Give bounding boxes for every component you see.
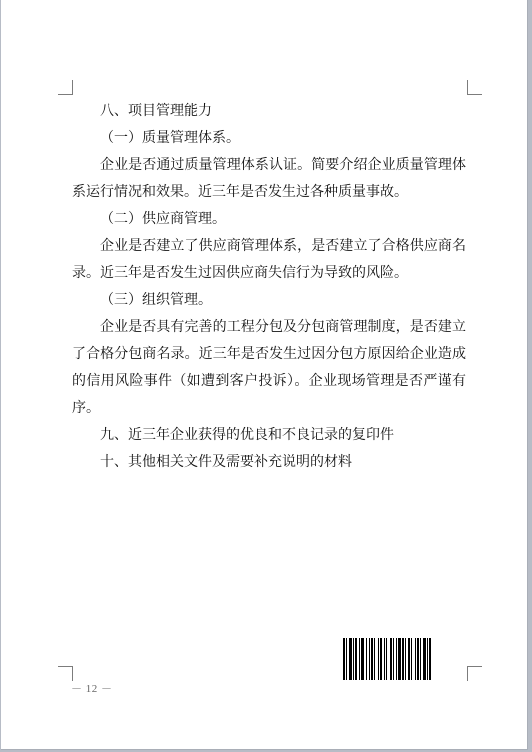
barcode-bar — [359, 638, 360, 680]
barcode-bar — [393, 638, 394, 680]
barcode-bar — [396, 638, 397, 680]
crop-mark-top-left — [58, 80, 73, 95]
barcode-bar — [411, 638, 412, 680]
barcode-bar — [398, 638, 401, 680]
barcode-bar — [371, 638, 373, 680]
paragraph-quality-management: 企业是否通过质量管理体系认证。简要介绍企业质量管理体系运行情况和效果。近三年是否发生过各种质量事故。 — [72, 157, 466, 200]
document-page — [1, 0, 528, 750]
barcode-bar — [369, 638, 370, 680]
barcode-bar — [349, 638, 352, 680]
paragraph-supplier-management: 企业是否建立了供应商管理体系，是否建立了合格供应商名录。近三年是否发生过因供应商失信行为导致的风险。 — [72, 238, 466, 281]
section-heading-records: 九、近三年企业获得的优良和不良记录的复印件 — [100, 427, 394, 443]
barcode-bar — [417, 638, 419, 680]
barcode-bar — [386, 638, 387, 680]
subheading-supplier-management: （二）供应商管理。 — [100, 211, 226, 227]
crop-mark-bottom-right — [467, 666, 482, 681]
barcode-icon — [342, 637, 466, 681]
barcode-bar — [423, 638, 426, 680]
barcode-bar — [380, 638, 382, 680]
page-number: － 12 － — [71, 683, 113, 695]
barcode-bar — [427, 638, 428, 680]
barcode-bar — [390, 638, 392, 680]
barcode-bar — [374, 638, 375, 680]
section-heading-project-management: 八、项目管理能力 — [100, 103, 212, 119]
paragraph-organization-management: 企业是否具有完善的工程分包及分包商管理制度，是否建立了合格分包商名录。近三年是否发生过因分包方原因给企业造成的信用风险事件（如遭到客户投诉）。企业现场管理是否严谨有序。 — [72, 319, 466, 416]
barcode-bar — [355, 638, 357, 680]
barcode-bar — [384, 638, 385, 680]
subheading-quality-management: （一）质量管理体系。 — [100, 130, 240, 146]
crop-mark-bottom-left — [58, 666, 73, 681]
section-heading-other-documents: 十、其他相关文件及需要补充说明的材料 — [100, 454, 352, 470]
barcode-bar — [408, 638, 410, 680]
barcode-bar — [343, 638, 345, 680]
barcode-bar — [353, 638, 354, 680]
barcode-bar — [415, 638, 416, 680]
subheading-organization-management: （三）组织管理。 — [100, 292, 212, 308]
barcode-bar — [420, 638, 421, 680]
barcode-bar — [366, 638, 367, 680]
barcode-bar — [378, 638, 379, 680]
barcode-bar — [361, 638, 364, 680]
document-body — [72, 98, 466, 476]
barcode-bar — [429, 638, 431, 680]
barcode-bar — [346, 638, 347, 680]
crop-mark-top-right — [467, 80, 482, 95]
barcode-bars — [343, 638, 431, 680]
barcode-bar — [402, 638, 404, 680]
barcode-bar — [405, 638, 406, 680]
